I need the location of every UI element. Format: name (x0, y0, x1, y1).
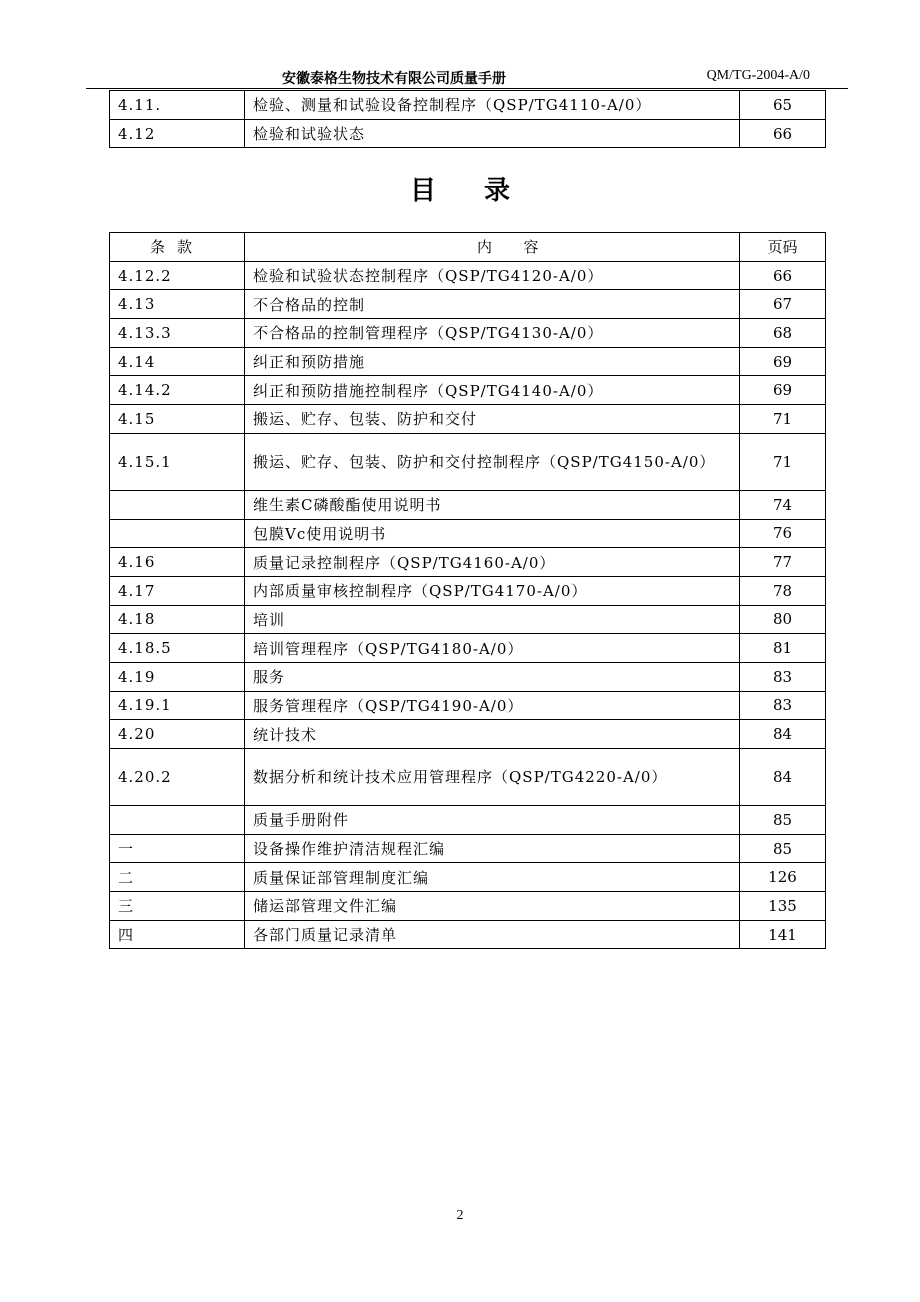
row-page: 66 (740, 261, 826, 290)
row-page: 67 (740, 290, 826, 319)
row-content: 培训管理程序（QSP/TG4180-A/0） (245, 634, 740, 663)
toc-title (0, 170, 920, 207)
column-header-content-a: 内 (476, 238, 492, 257)
table-row (110, 319, 826, 348)
row-content: 内部质量审核控制程序（QSP/TG4170-A/0） (245, 576, 740, 605)
company-title: 安徽泰格生物技术有限公司质量手册 (282, 71, 506, 87)
row-clause: 一 (110, 834, 245, 863)
row-clause: 4.20 (110, 720, 245, 749)
row-clause: 4.20.2 (110, 749, 245, 806)
row-clause: 4.14 (110, 347, 245, 376)
table-row (110, 261, 826, 290)
page-number: 2 (456, 1208, 464, 1223)
toc-table-continued (109, 90, 826, 148)
table-row (110, 834, 826, 863)
row-page: 66 (740, 119, 826, 148)
row-content: 搬运、贮存、包装、防护和交付 (245, 405, 740, 434)
row-clause: 4.15 (110, 405, 245, 434)
row-clause: 4.13 (110, 290, 245, 319)
table-row (110, 720, 826, 749)
table-row (110, 433, 826, 490)
row-page: 85 (740, 806, 826, 835)
page-header (86, 66, 848, 89)
document-number: QM/TG-2004-A/0 (706, 68, 810, 83)
row-content: 不合格品的控制 (245, 290, 740, 319)
row-content: 纠正和预防措施 (245, 347, 740, 376)
table-row (110, 290, 826, 319)
row-content: 数据分析和统计技术应用管理程序（QSP/TG4220-A/0） (245, 749, 740, 806)
row-clause (110, 490, 245, 519)
table-row (110, 91, 826, 120)
row-clause: 4.19 (110, 662, 245, 691)
table-row (110, 405, 826, 434)
column-header-page: 页码 (740, 233, 826, 262)
row-page: 83 (740, 691, 826, 720)
row-page: 85 (740, 834, 826, 863)
row-clause: 4.18.5 (110, 634, 245, 663)
row-clause (110, 519, 245, 548)
row-content: 服务 (245, 662, 740, 691)
row-clause: 四 (110, 920, 245, 949)
column-header-content-b: 容 (523, 238, 539, 257)
row-page: 83 (740, 662, 826, 691)
table-row (110, 634, 826, 663)
row-page: 84 (740, 749, 826, 806)
table-row (110, 691, 826, 720)
row-content: 储运部管理文件汇编 (245, 892, 740, 921)
row-page: 80 (740, 605, 826, 634)
row-clause: 4.12.2 (110, 261, 245, 290)
table-row (110, 519, 826, 548)
row-page: 68 (740, 319, 826, 348)
row-page: 69 (740, 376, 826, 405)
row-content: 检验和试验状态控制程序（QSP/TG4120-A/0） (245, 261, 740, 290)
row-page: 141 (740, 920, 826, 949)
row-page: 74 (740, 490, 826, 519)
row-clause: 4.14.2 (110, 376, 245, 405)
column-header-clause: 条款 (110, 233, 245, 262)
row-clause: 4.12 (110, 119, 245, 148)
row-clause: 二 (110, 863, 245, 892)
row-page: 78 (740, 576, 826, 605)
row-page: 71 (740, 405, 826, 434)
row-page: 65 (740, 91, 826, 120)
row-content: 服务管理程序（QSP/TG4190-A/0） (245, 691, 740, 720)
row-page: 84 (740, 720, 826, 749)
row-content: 不合格品的控制管理程序（QSP/TG4130-A/0） (245, 319, 740, 348)
column-header-content (245, 233, 740, 262)
row-content: 各部门质量记录清单 (245, 920, 740, 949)
row-content: 统计技术 (245, 720, 740, 749)
table-row (110, 920, 826, 949)
table-row (110, 347, 826, 376)
row-content: 检验和试验状态 (245, 119, 740, 148)
row-clause: 4.11. (110, 91, 245, 120)
table-row (110, 490, 826, 519)
table-header-row (110, 233, 826, 262)
table-row (110, 806, 826, 835)
row-page: 69 (740, 347, 826, 376)
row-clause: 4.18 (110, 605, 245, 634)
row-content: 设备操作维护清洁规程汇编 (245, 834, 740, 863)
row-content: 纠正和预防措施控制程序（QSP/TG4140-A/0） (245, 376, 740, 405)
table-row (110, 892, 826, 921)
row-content: 检验、测量和试验设备控制程序（QSP/TG4110-A/0） (245, 91, 740, 120)
row-content: 包膜Vc使用说明书 (245, 519, 740, 548)
row-page: 76 (740, 519, 826, 548)
row-page: 71 (740, 433, 826, 490)
row-clause: 4.15.1 (110, 433, 245, 490)
row-content: 培训 (245, 605, 740, 634)
table-row (110, 749, 826, 806)
row-clause: 4.17 (110, 576, 245, 605)
table-row (110, 605, 826, 634)
row-content: 搬运、贮存、包装、防护和交付控制程序（QSP/TG4150-A/0） (245, 433, 740, 490)
row-content: 质量手册附件 (245, 806, 740, 835)
toc-table (109, 232, 826, 949)
toc-title-part2: 录 (484, 176, 511, 206)
table-row (110, 376, 826, 405)
row-page: 77 (740, 548, 826, 577)
table-row (110, 119, 826, 148)
table-row (110, 863, 826, 892)
table-row (110, 548, 826, 577)
row-page: 81 (740, 634, 826, 663)
row-clause: 4.13.3 (110, 319, 245, 348)
row-content: 质量记录控制程序（QSP/TG4160-A/0） (245, 548, 740, 577)
row-page: 126 (740, 863, 826, 892)
row-clause: 三 (110, 892, 245, 921)
row-page: 135 (740, 892, 826, 921)
row-clause (110, 806, 245, 835)
toc-title-part1: 目 (409, 176, 436, 206)
table-row (110, 576, 826, 605)
row-content: 维生素C磷酸酯使用说明书 (245, 490, 740, 519)
row-content: 质量保证部管理制度汇编 (245, 863, 740, 892)
row-clause: 4.19.1 (110, 691, 245, 720)
table-row (110, 662, 826, 691)
row-clause: 4.16 (110, 548, 245, 577)
